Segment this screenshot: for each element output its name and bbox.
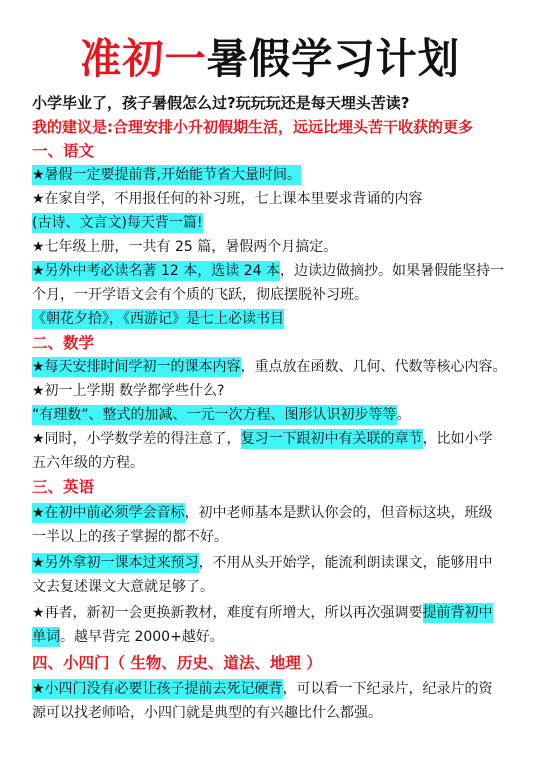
text: 。 <box>396 407 411 423</box>
highlight: 《朝花夕拾》，《西游记》是七上必读书目 <box>32 311 284 327</box>
section-heading-chinese: 一、语文 <box>32 142 95 160</box>
section-heading-english: 三、英语 <box>32 478 95 496</box>
chinese-line-6: 个月，一开学语文会有个质的飞跃，彻底摆脱补习班。 <box>32 287 368 303</box>
highlight: ★另外拿初一课本过来预习 <box>32 555 199 571</box>
math-line-3 <box>32 403 411 427</box>
highlight: ★暑假一定要提前背,开始能节省大量时间。 <box>32 167 301 183</box>
text: ，重点放在函数、几何、代数等核心内容。 <box>240 359 507 375</box>
highlight: 提前背初中 <box>422 605 493 621</box>
minor-line-2: 源可以找老师哈，小四门就是典型的有兴趣比什么都强。 <box>32 705 382 721</box>
chinese-line-3 <box>32 211 203 235</box>
english-line-6 <box>32 625 224 649</box>
text: ，比如小学 <box>422 431 493 447</box>
english-line-4: 文去复述课文大意就足够了。 <box>32 579 214 595</box>
math-line-5: 五六年级的方程。 <box>32 455 144 471</box>
chinese-line-1 <box>32 163 301 187</box>
chinese-line-7 <box>32 307 284 331</box>
highlight: ★在初中前必须学会音标 <box>32 505 185 521</box>
chinese-line-4: ★七年级上册，一共有 25 篇，暑假两个月搞定。 <box>32 239 338 255</box>
section-heading-math: 二、数学 <box>32 334 95 352</box>
highlight: “有理数”、整式的加减、一元一次方程、图形认识初步等等 <box>32 407 397 423</box>
math-line-1 <box>32 355 507 379</box>
english-line-1 <box>32 501 493 525</box>
english-line-5 <box>32 601 493 625</box>
text: ★再者，新初一会更换新教材，难度有所增大，所以再次强调要 <box>32 605 423 621</box>
chinese-line-2: ★在家自学，不用报任何的补习班，七上课本里要求背诵的内容 <box>32 191 423 207</box>
text: ，可以看一下纪录片，纪录片的资 <box>282 681 493 697</box>
english-line-3 <box>32 551 493 575</box>
text: 。越早背完 2000+越好。 <box>60 629 224 645</box>
minor-line-1 <box>32 677 493 701</box>
highlight: 复习一下跟初中有关联的章节 <box>240 431 423 447</box>
intro-advice: 我的建议是:合理安排小升初假期生活，远远比埋头苦干收获的更多 <box>32 118 474 136</box>
text: ，初中老师基本是默认你会的，但音标这块，班级 <box>184 505 493 521</box>
intro-question: 小学毕业了，孩子暑假怎么过?玩玩玩还是每天埋头苦读? <box>32 94 410 112</box>
highlight: ★另外中考必读名著 12 本，选读 24 本 <box>32 263 280 279</box>
math-line-2: ★初一上学期 数学都学些什么? <box>32 383 225 399</box>
text: ，不用从头开始学，能流利朗读课文，能够用中 <box>198 555 493 571</box>
page-title <box>0 30 540 88</box>
title-red-part: 准初一 <box>80 34 207 83</box>
chinese-line-5 <box>32 259 504 283</box>
math-line-4 <box>32 427 493 451</box>
title-black-part: 暑假学习计划 <box>206 34 460 83</box>
text: ★同时，小学数学差的得注意了， <box>32 431 241 447</box>
english-line-2: 一半以上的孩子掌握的都不好。 <box>32 529 228 545</box>
text: ，边读边做摘抄。如果暑假能坚持一 <box>279 263 504 279</box>
highlight: (古诗、文言文)每天背一篇! <box>32 215 203 231</box>
highlight: ★每天安排时间学初一的课本内容 <box>32 359 241 375</box>
highlight: ★小四门没有必要让孩子提前去死记硬背 <box>32 681 283 697</box>
section-heading-minor-subjects: 四、小四门（ 生物、历史、道法、地理 ） <box>32 654 322 672</box>
highlight: 单词 <box>32 629 60 645</box>
